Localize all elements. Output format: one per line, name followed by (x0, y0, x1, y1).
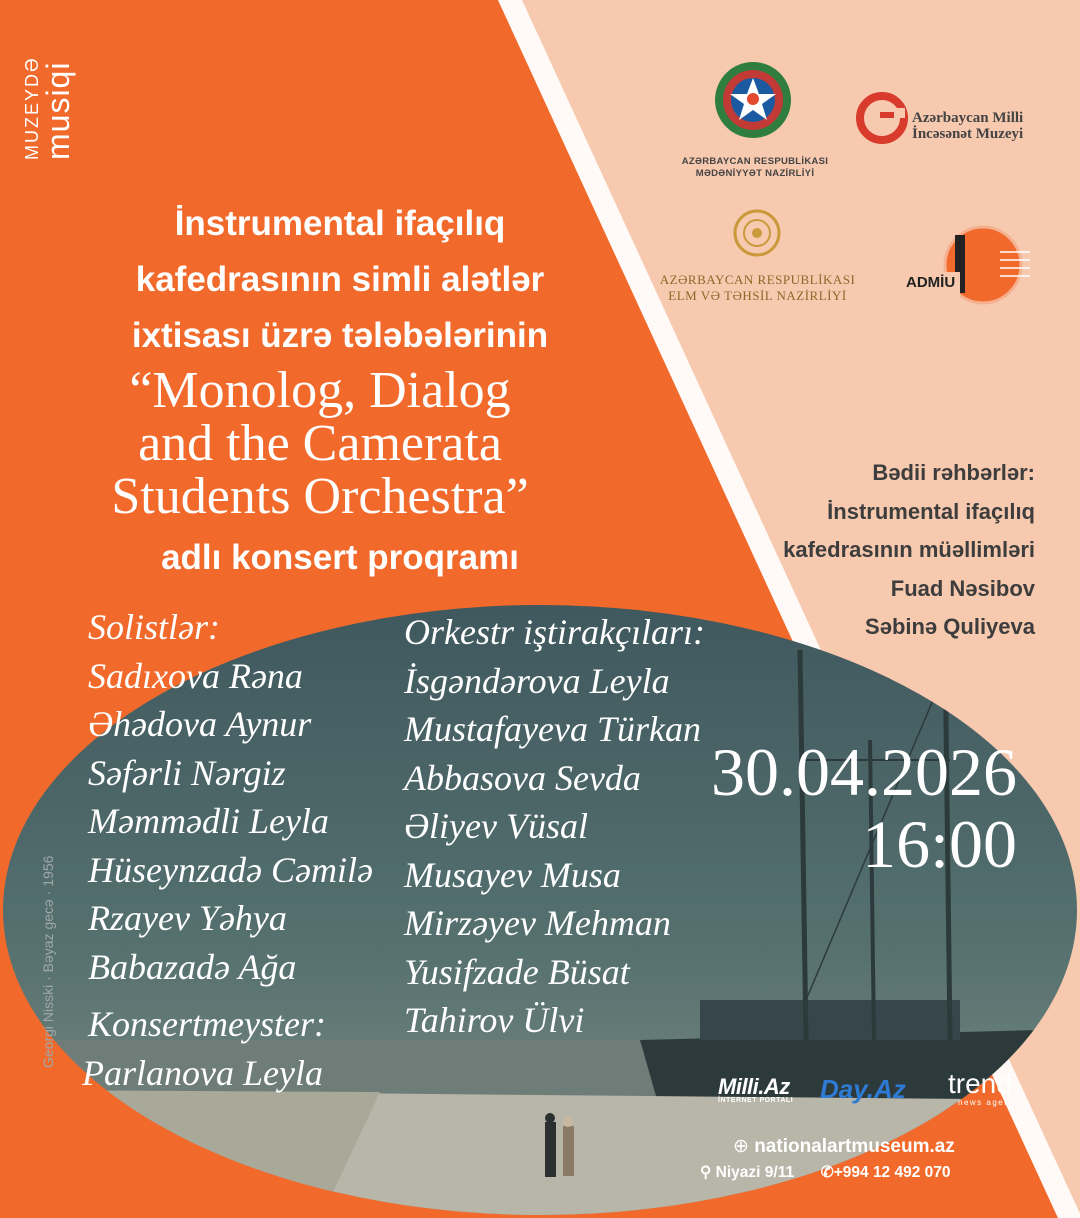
sponsor-trend-sub: news agency (958, 1098, 1022, 1107)
orchestra-name: Əliyev Vüsal (404, 806, 588, 846)
orchestra-name: Tahirov Ülvi (404, 1000, 585, 1040)
brand-line1: MUZEYDƏ (22, 56, 42, 160)
ministry-education-line1: AZƏRBAYCAN RESPUBLİKASI (659, 272, 856, 287)
ministry-culture-line2: MƏDƏNİYYƏT NAZİRLİYİ (695, 168, 815, 179)
soloist-name: Məmmədli Leyla (88, 801, 329, 841)
soloist-name: Əhədova Aynur (88, 704, 312, 744)
orchestra-name: Mirzəyev Mehman (404, 903, 671, 943)
concert-title-line: and the Camerata (138, 415, 502, 472)
orchestra-name: Mustafayeva Türkan (404, 709, 701, 749)
concert-title-line: Students Orchestra” (111, 468, 529, 525)
admiu-logo: ADMİU (906, 274, 956, 291)
directors-line: kafedrasının müəllimləri (783, 537, 1035, 562)
address-text: Niyazi 9/11 (715, 1164, 795, 1181)
header-block (40, 196, 640, 364)
sponsor-milli-label: Milli.Az (718, 1074, 790, 1099)
address-phone-row (700, 1160, 1030, 1186)
soloist-name: Səfərli Nərgiz (88, 752, 286, 793)
phone-text[interactable]: +994 12 492 070 (833, 1164, 951, 1181)
program-line: adlı konsert proqramı (161, 538, 519, 577)
globe-icon: ⊕ (733, 1136, 755, 1157)
event-date: 30.04.2026 (711, 734, 1017, 810)
orchestra-name: Musayev Musa (404, 854, 621, 895)
brand-wordmark (22, 56, 76, 160)
header-line: İnstrumental ifaçılıq (174, 204, 506, 243)
accompanist-name: Parlanova Leyla (82, 1052, 323, 1093)
directors-block (660, 454, 1035, 647)
ministry-education-line2: ELM VƏ TƏHSİL NAZİRLİYİ (668, 288, 847, 303)
brand-line2: musiqi (40, 61, 76, 160)
directors-line: Fuad Nəsibov (890, 575, 1035, 601)
directors-line: Səbinə Quliyeva (865, 614, 1035, 639)
directors-heading: Bədii rəhbərlər: (872, 460, 1035, 485)
orchestra-heading: Orkestr iştirakçıları: (404, 612, 705, 652)
website-link[interactable]: nationalartmuseum.az (754, 1136, 955, 1157)
soloists-list (88, 603, 373, 991)
header-line: kafedrasının simli alətlər (135, 260, 545, 299)
soloist-name: Rzayev Yəhya (88, 898, 287, 938)
museum-line1: Azərbaycan Milli (912, 110, 1024, 126)
header-line: ixtisası üzrə tələbələrinin (131, 316, 549, 355)
event-time: 16:00 (862, 806, 1017, 882)
sponsor-day[interactable]: Day.Az (820, 1074, 906, 1104)
ministry-education-logo (655, 272, 860, 304)
museum-logo (912, 110, 1023, 142)
ministry-culture-logo (660, 156, 850, 180)
contact-footer (700, 1134, 1030, 1186)
orchestra-name: Abbasova Sevda (404, 757, 641, 798)
orchestra-name: İsgəndərova Leyla (404, 660, 670, 701)
accompanist-block (82, 1000, 326, 1097)
sponsor-trend[interactable] (948, 1070, 1021, 1107)
sponsor-trend-label: trend (948, 1068, 1012, 1099)
soloists-heading: Solistlər: (88, 607, 220, 647)
ministry-culture-line1: AZƏRBAYCAN RESPUBLİKASI (681, 156, 829, 167)
sponsor-milli-sub: İNTERNET PORTALI (718, 1097, 794, 1104)
concert-title-line: “Monolog, Dialog (129, 362, 511, 419)
phone-icon: ✆ (820, 1164, 834, 1181)
soloist-name: Sadıxova Rəna (88, 655, 303, 696)
website-row[interactable] (700, 1134, 1030, 1160)
painting-credit: Georgi Nisski · Bəyaz gecə · 1956 (40, 855, 56, 1068)
soloist-name: Hüseynzadə Cəmilə (88, 849, 373, 890)
concert-title (30, 364, 610, 523)
location-pin-icon: ⚲ (700, 1164, 716, 1181)
museum-line2: İncəsənət Muzeyi (912, 126, 1024, 142)
accompanist-heading: Konsertmeyster: (88, 1004, 326, 1044)
soloist-name: Babazadə Ağa (88, 946, 297, 987)
sponsor-milli[interactable] (718, 1074, 793, 1104)
orchestra-name: Yusifzade Büsat (404, 951, 630, 992)
directors-line: İnstrumental ifaçılıq (827, 498, 1035, 524)
